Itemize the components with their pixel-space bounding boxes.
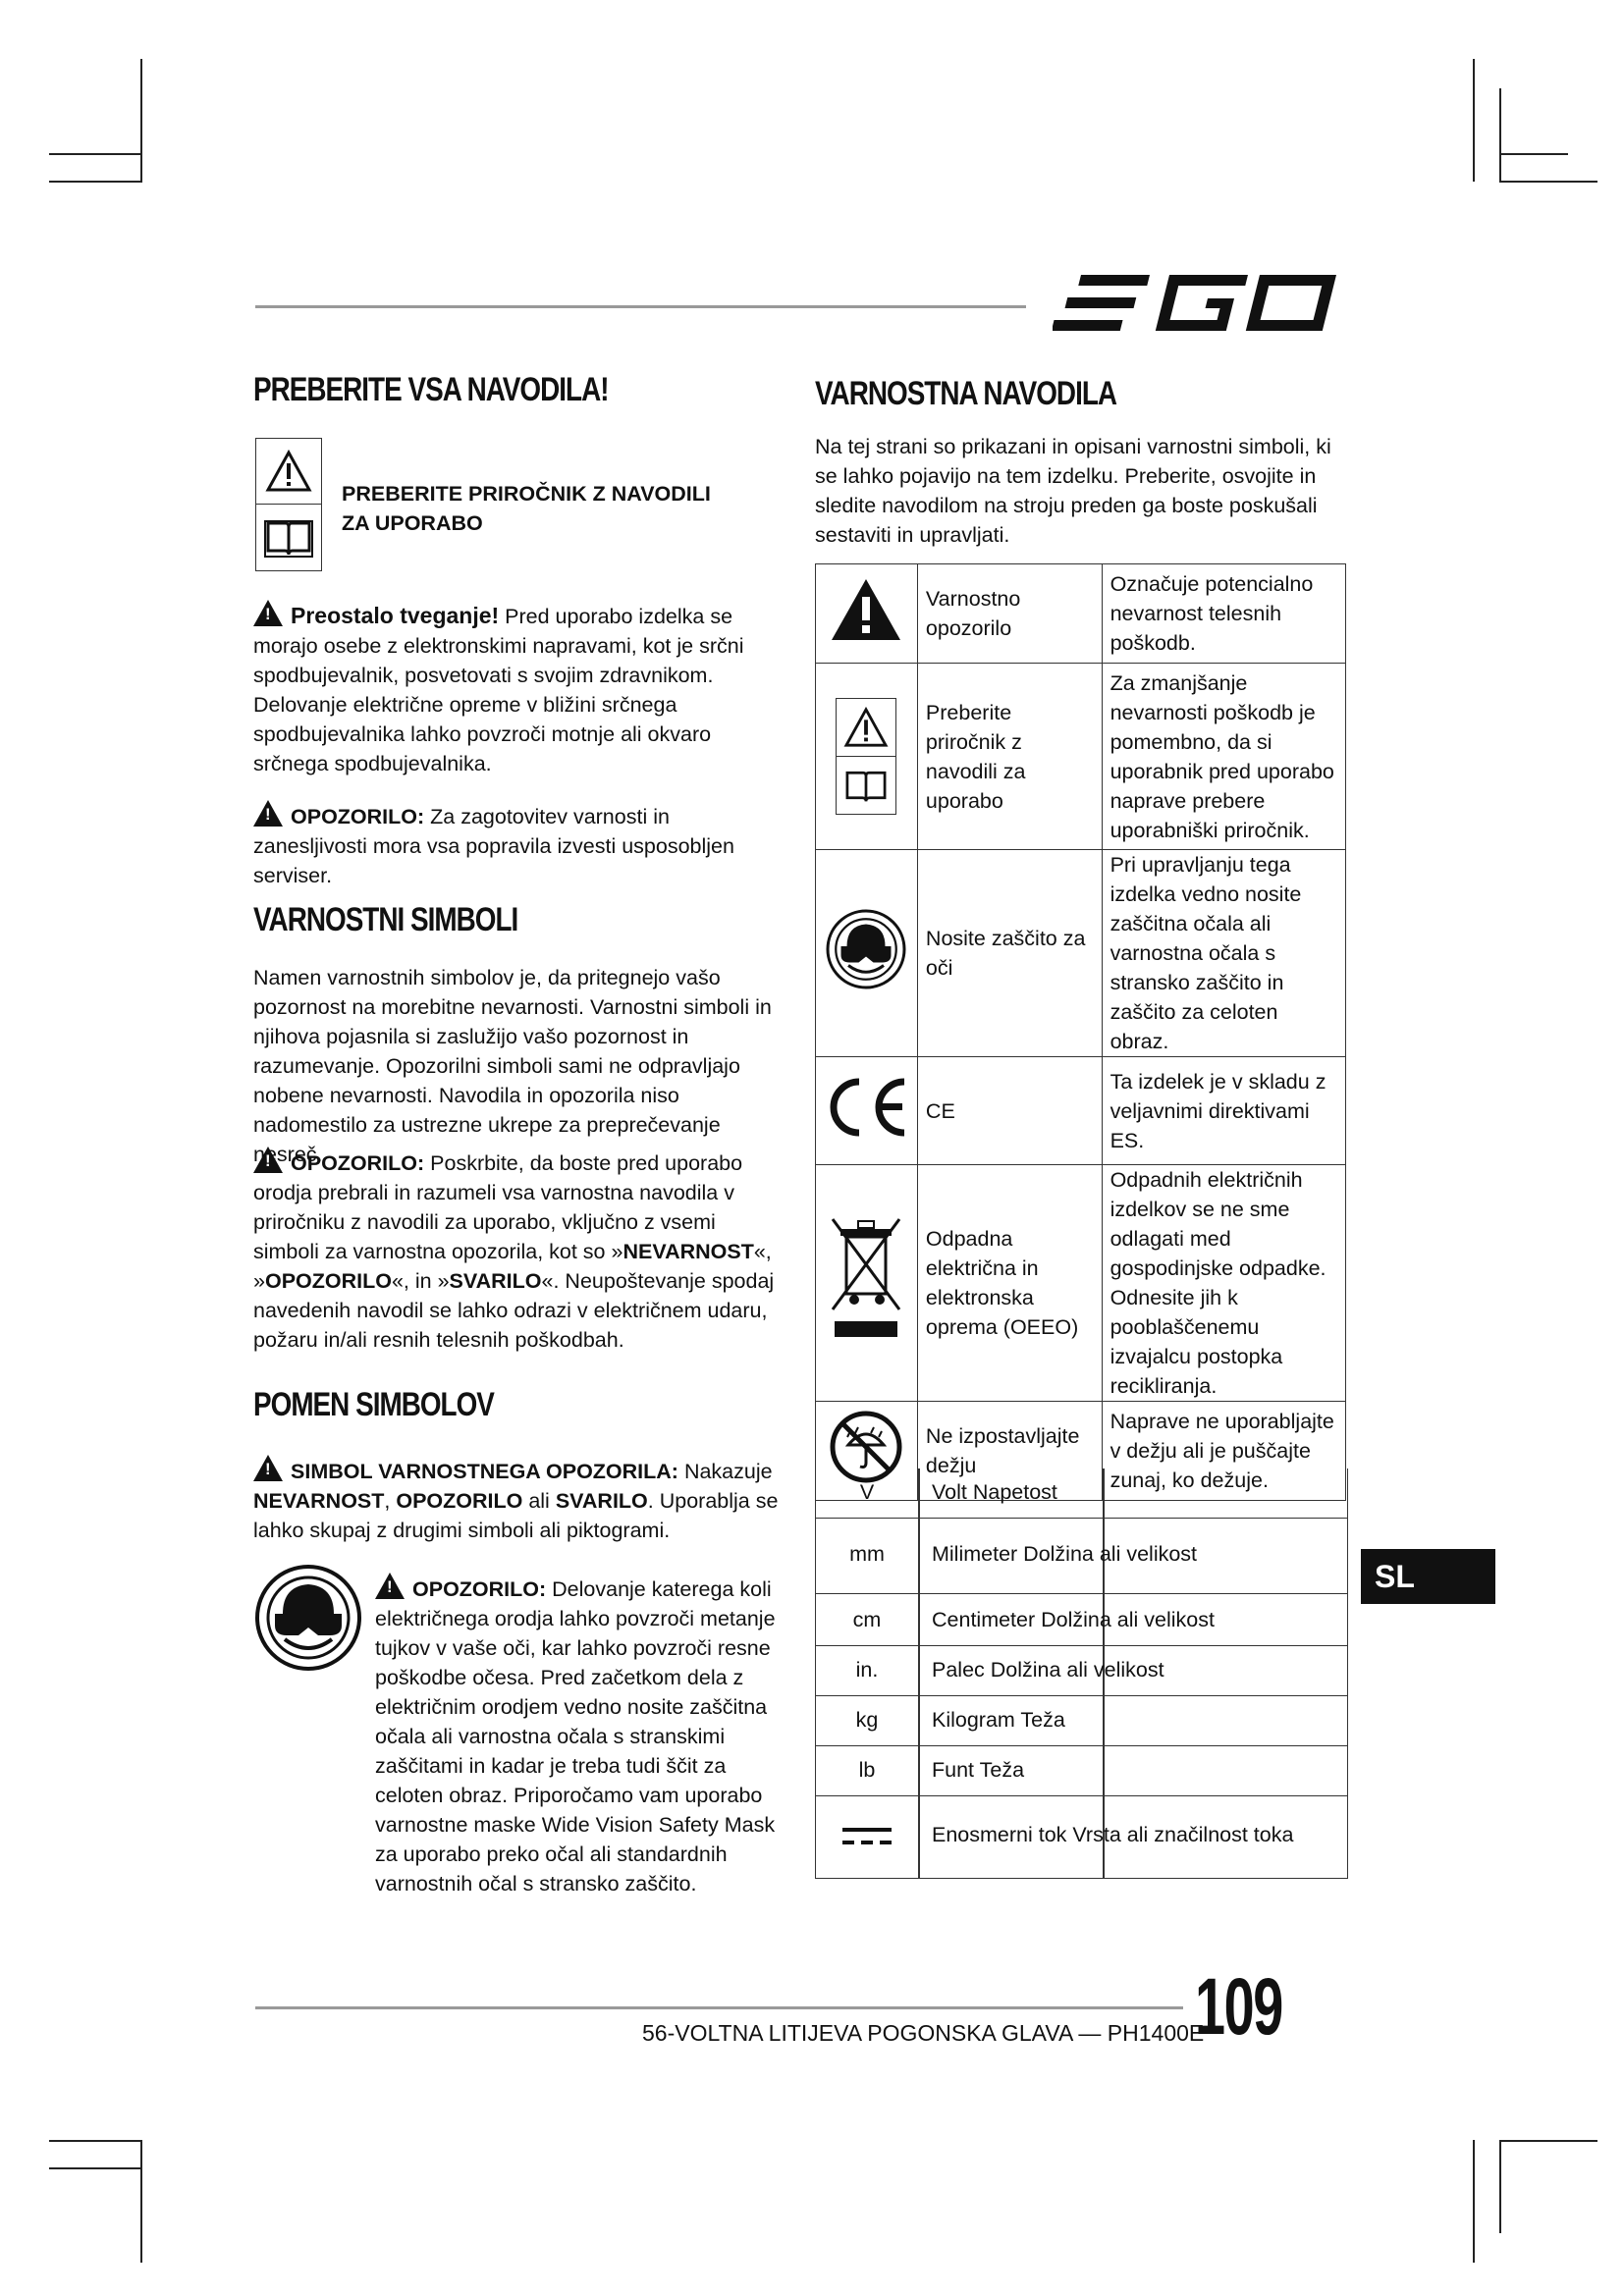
symbol-name: Ne izpostavljajte dežju: [917, 1402, 1102, 1501]
warning-icon: [375, 1573, 405, 1599]
book-icon: [264, 515, 313, 559]
unit-symbol: cm: [852, 1608, 882, 1631]
unit-symbol: in.: [855, 1658, 879, 1682]
unit-text: Enosmerni tok Vrsta ali značilnost toka: [932, 1823, 1294, 1846]
warning-icon: [253, 600, 283, 626]
table-row: [816, 564, 1346, 664]
table-row: [816, 1796, 1347, 1878]
table-row: [816, 1746, 1347, 1796]
warning-triangle-icon: [830, 577, 902, 642]
manual-icon-box: [255, 438, 322, 571]
table-row: [816, 1165, 1346, 1402]
unit-text: Kilogram Teža: [932, 1708, 1065, 1732]
table-row: [816, 1696, 1347, 1746]
symbol-name: Nosite zaščito za oči: [917, 850, 1102, 1057]
svg-text:EGO: EGO: [1053, 271, 1056, 272]
warning-repairs-paragraph: !OPOZORILO: Za zagotovitev varnosti in zanesljivosti mora vsa popravila izvesti usposobljen serviser.: [253, 800, 784, 890]
symbol-name: Varnostno opozorilo: [917, 564, 1102, 664]
unit-text: Milimeter Dolžina ali velikost: [932, 1542, 1198, 1566]
table-row: [816, 1057, 1346, 1165]
symbol-description: Odpadnih električnih izdelkov se ne sme odlagati med gospodinjske odpadke. Odnesite jih k pooblaščenemu izvajalcu postopka recikliranja.: [1102, 1165, 1345, 1402]
symbol-name: Preberite priročnik z navodili za uporabo: [917, 664, 1102, 850]
warning-icon: [253, 800, 283, 827]
footer-title: 56-VOLTNA LITIJEVA POGONSKA GLAVA — PH1400E: [642, 2020, 1205, 2046]
unit-text: Volt Napetost: [932, 1480, 1057, 1504]
table-row: [816, 850, 1346, 1057]
warning-triangle-icon: [265, 450, 312, 493]
symbol-description: Pri upravljanju tega izdelka vedno nosite zaščitna očala ali varnostna očala s stransko zaščito in zaščito za celoten obraz.: [1102, 850, 1345, 1057]
eye-warning-paragraph: !OPOZORILO: Delovanje katerega koli električnega orodja lahko povzroči metanje tujkov v vaše oči, kar lahko povzroči resne poškodbe očesa. Pred začetkom dela z električnim orodjem vedno nosite zaščitna očala ali varnostna očala s stranskimi zaščitami in kadar je treba tudi ščit za celoten obraz. Priporočamo vam uporabo varnostne maske Wide Vision Safety Mask za uporabo preko očal ali standardnih varnostnih očal s stransko zaščito.: [375, 1573, 784, 1898]
unit-text: Palec Dolžina ali velikost: [932, 1658, 1164, 1682]
unit-text: Funt Teža: [932, 1758, 1025, 1782]
residual-risk-paragraph: !Preostalo tveganje! Pred uporabo izdelka se morajo osebe z elektronskimi napravami, kot je srčni spodbujevalnik, posvetovati s svojim zdravnikom. Delovanje električne opreme v bližini srčnega spodbujevalnika lahko povzroči motnje ali okvaro srčnega spodbujevalnika.: [253, 600, 784, 778]
symbol-description: Naprave ne uporabljajte v dežju ali je puščajte zunaj, ko dežuje.: [1102, 1402, 1345, 1501]
warning-triangle-icon: [843, 707, 889, 748]
goggles-icon: [253, 1563, 363, 1673]
symbol-name: Odpadna električna in elektronska oprema (OEEO): [917, 1165, 1102, 1402]
table-row: [816, 1646, 1347, 1696]
page-number: 109: [1195, 1962, 1282, 2052]
warning-icon: [253, 1455, 283, 1481]
symbol-description: Za zmanjšanje nevarnosti poškodb je pomembno, da si uporabnik pred uporabo naprave prebere uporabniški priročnik.: [1102, 664, 1345, 850]
unit-symbol: mm: [849, 1542, 885, 1566]
units-table: [815, 1468, 1348, 1879]
header-rule: [255, 305, 1026, 308]
heading-symbol-meaning: POMEN SIMBOLOV: [253, 1386, 494, 1423]
safety-intro-paragraph: Na tej strani so prikazani in opisani varnostni simboli, ki se lahko pojavijo na tem izdelku. Preberite, osvojite in sledite navodilom na stroju preden ga boste poskušali sestaviti in upravljati.: [815, 435, 1331, 547]
symbols-table: [815, 563, 1346, 1501]
ego-logo: [1053, 271, 1352, 338]
book-icon: [843, 766, 889, 805]
eye-protection-icon: [825, 908, 907, 990]
table-row: [816, 1519, 1347, 1594]
heading-safety-instructions: VARNOSTNA NAVODILA: [815, 375, 1117, 412]
dc-symbol-icon: [842, 1826, 892, 1847]
weee-bin-icon: [829, 1215, 903, 1343]
symbol-description: Ta izdelek je v skladu z veljavnimi direktivami ES.: [1102, 1057, 1345, 1165]
footer-rule: [255, 2006, 1183, 2009]
symbol-description: Označuje potencialno nevarnost telesnih poškodb.: [1102, 564, 1345, 664]
safety-alert-symbol-paragraph: !SIMBOL VARNOSTNEGA OPOZORILA: Nakazuje NEVARNOST, OPOZORILO ali SVARILO. Uporablja se lahko skupaj z drugimi simboli ali piktogrami.: [253, 1455, 784, 1545]
ce-mark-icon: [820, 1076, 912, 1139]
warning-icon: [253, 1147, 283, 1173]
table-row: [816, 1594, 1347, 1646]
safety-symbols-paragraph: Namen varnostnih simbolov je, da pritegnejo vašo pozornost na morebitne nevarnosti. Varnostni simboli in njihova pojasnila si zaslužijo vašo pozornost in razumevanje. Opozorilni simboli sami ne odpravljajo nobene nevarnosti. Navodila in opozorila niso nadomestilo za ustrezne ukrepe za preprečevanje nesreč.: [253, 966, 772, 1166]
manual-box-text: PREBERITE PRIROČNIK Z NAVODILI ZA UPORABO: [342, 482, 711, 535]
unit-symbol: lb: [858, 1758, 876, 1782]
unit-text: Centimeter Dolžina ali velikost: [932, 1608, 1215, 1631]
table-row: [816, 664, 1346, 850]
table-row: [816, 1468, 1347, 1519]
unit-symbol: kg: [855, 1708, 879, 1732]
language-tab: SL: [1361, 1549, 1495, 1604]
heading-safety-symbols: VARNOSTNI SIMBOLI: [253, 901, 518, 938]
heading-read-instructions: PREBERITE VSA NAVODILA!: [253, 371, 609, 408]
unit-symbol: V: [859, 1480, 875, 1504]
warning-read-paragraph: !OPOZORILO: Poskrbite, da boste pred uporabo orodja prebrali in razumeli vsa varnostna navodila v priročniku z navodili za uporabo, vključno z vsemi simboli za varnostna opozorila, kot so »NEVARNOST«, »OPOZORILO«, in »SVARILO«. Neupoštevanje spodaj navedenih navodil se lahko odrazi v električnem udaru, požaru in/ali resnih telesnih poškodbah.: [253, 1147, 784, 1355]
symbol-name: CE: [917, 1057, 1102, 1165]
